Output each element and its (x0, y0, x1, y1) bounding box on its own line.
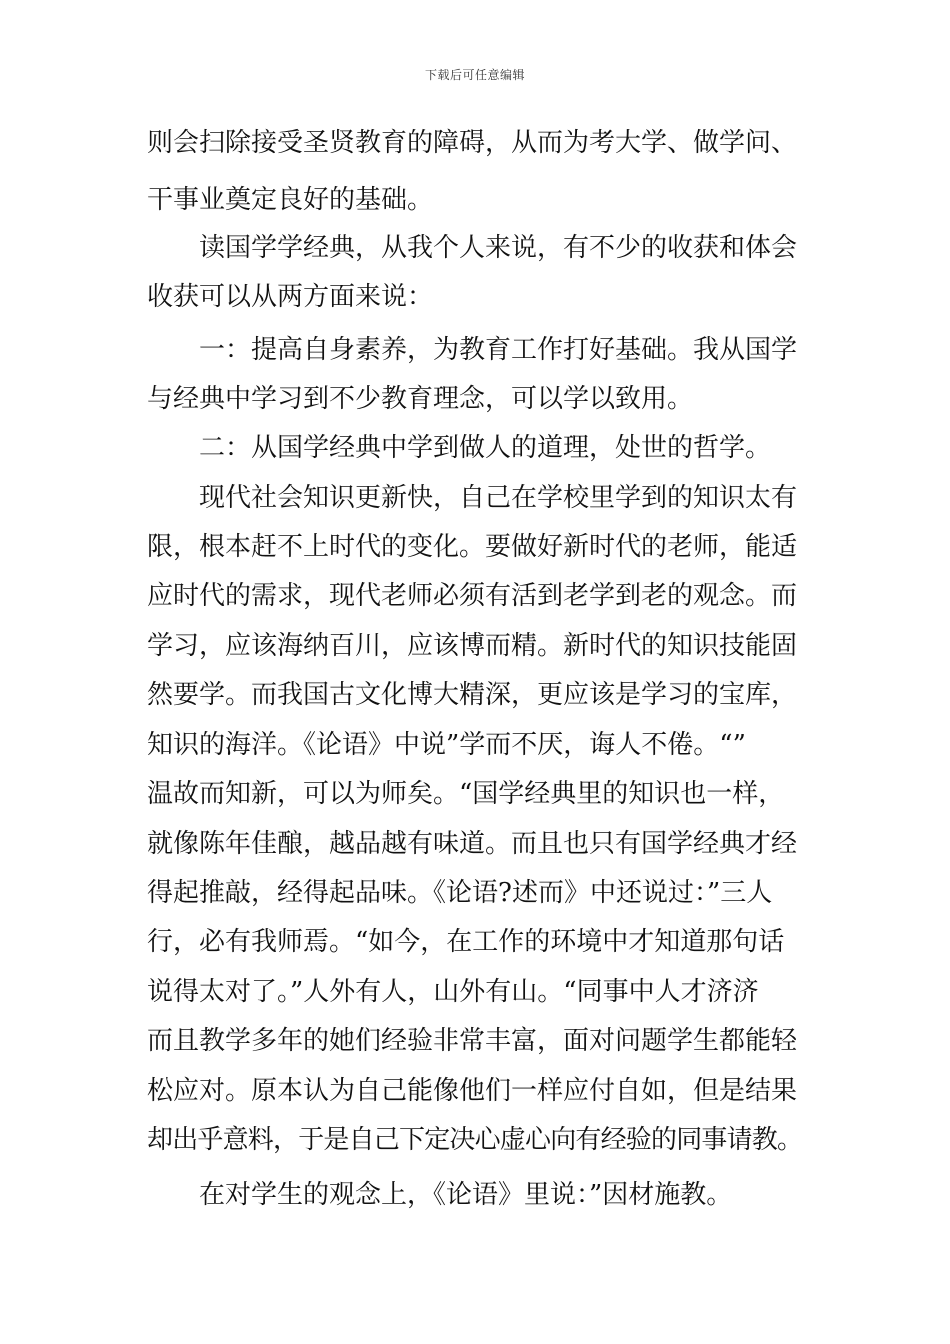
text-line: 说得太对了。”人外有人，山外有山。“同事中人才济济 (147, 977, 759, 1007)
text-line: 而且教学多年的她们经验非常丰富，面对问题学生都能轻 (147, 1026, 798, 1056)
text-line: 行，必有我师焉。“如今，在工作的环境中才知道那句话 (147, 927, 785, 957)
text-line: 温故而知新，可以为师矣。“国学经典里的知识也一样， (147, 779, 785, 809)
text-line: 读国学学经典，从我个人来说，有不少的收获和体会 (199, 233, 798, 263)
text-line: 一：提高自身素养，为教育工作打好基础。我从国学 (199, 335, 798, 365)
text-line: 在对学生的观念上，《论语》里说：”因材施教。 (199, 1180, 733, 1210)
text-line: 与经典中学习到不少教育理念，可以学以致用。 (147, 384, 694, 414)
text-line: 现代社会知识更新快，自己在学校里学到的知识太有 (199, 483, 798, 513)
text-line: 就像陈年佳酿，越品越有味道。而且也只有国学经典才经 (147, 829, 798, 859)
text-line: 得起推敲，经得起品味。《论语?述而》中还说过：”三人 (147, 878, 773, 908)
text-line: 收获可以从两方面来说： (147, 282, 434, 312)
text-line: 则会扫除接受圣贤教育的障碍，从而为考大学、做学问、 (147, 128, 798, 158)
text-line: 干事业奠定良好的基础。 (147, 185, 434, 215)
text-line: 应时代的需求，现代老师必须有活到老学到老的观念。而 (147, 581, 798, 611)
text-line: 学习，应该海纳百川，应该博而精。新时代的知识技能固 (147, 631, 798, 661)
text-line: 二：从国学经典中学到做人的道理，处世的哲学。 (199, 433, 772, 463)
text-line: 知识的海洋。《论语》中说”学而不厌，诲人不倦。“” (147, 730, 746, 760)
text-line: 然要学。而我国古文化博大精深，更应该是学习的宝库， (147, 680, 798, 710)
page-header: 下载后可任意编辑 (424, 68, 525, 82)
text-line: 松应对。原本认为自己能像他们一样应付自如，但是结果 (147, 1076, 798, 1106)
text-line: 却出乎意料，于是自己下定决心虚心向有经验的同事请教。 (147, 1125, 803, 1155)
text-line: 限，根本赶不上时代的变化。要做好新时代的老师，能适 (147, 532, 798, 562)
